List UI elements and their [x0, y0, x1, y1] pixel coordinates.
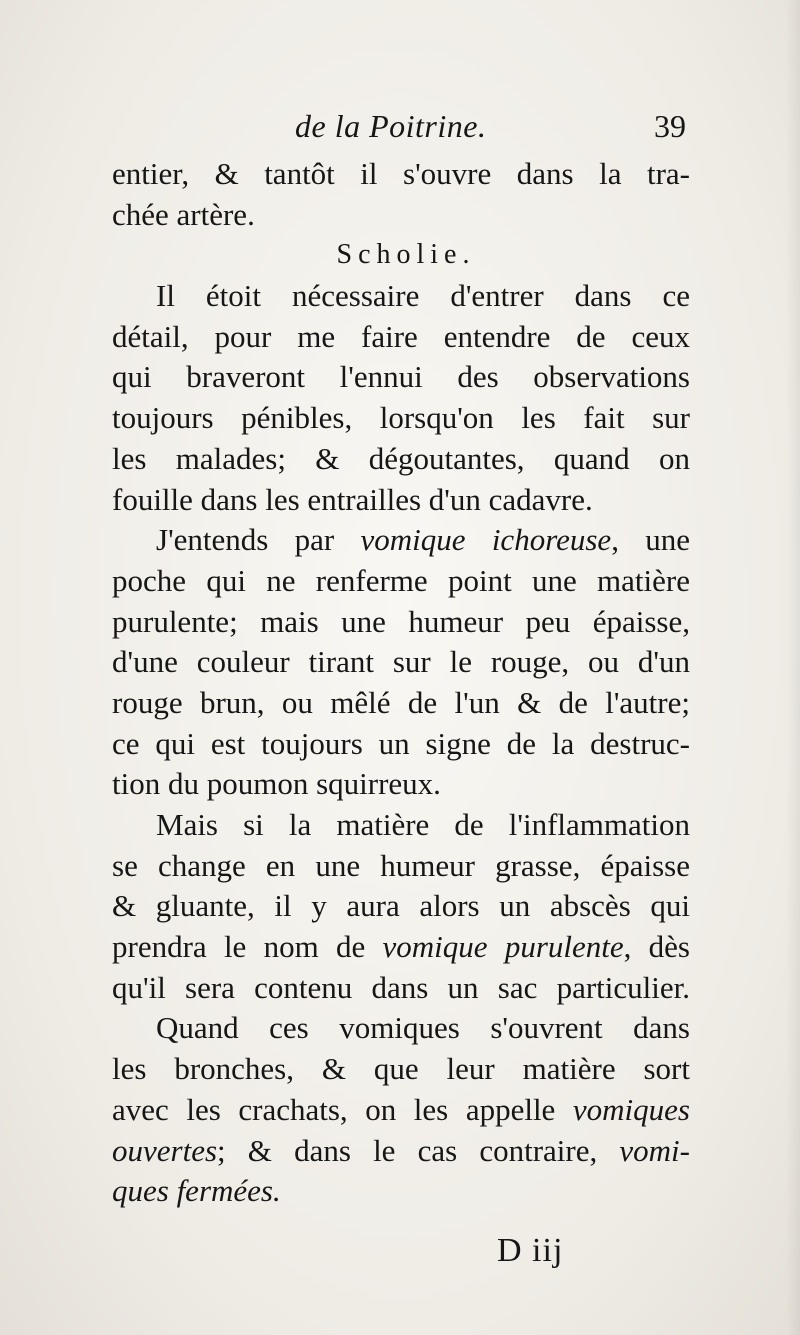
text-block: [112, 154, 690, 1212]
text-line: d'une couleur tirant sur le rouge, ou d'un: [112, 644, 690, 680]
page-edge-shadow: [786, 0, 800, 1335]
italic-term: ques fermées.: [112, 1173, 281, 1209]
text-line: se change en une humeur grasse, épaisse: [112, 847, 690, 883]
italic-term: vomi-: [619, 1132, 690, 1168]
text-line: qui braveront l'ennui des observations: [112, 359, 690, 395]
text-line: toujours pénibles, lorsqu'on les fait sur: [112, 400, 690, 436]
page-header: [110, 108, 690, 156]
text-line: poche qui ne renferme point une matière: [112, 562, 690, 598]
text-line: les malades; & dégoutantes, quand on: [112, 440, 690, 476]
text-line: chée artère.: [112, 196, 255, 232]
text-line: Mais si la matière de l'inflammation: [156, 807, 690, 842]
text-line: purulente; mais une humeur peu épaisse,: [112, 603, 690, 639]
text-run: J'entends par: [156, 522, 361, 558]
text-line: & gluante, il y aura alors un abscès qui: [112, 888, 690, 924]
text-line: les bronches, & que leur matière sort: [112, 1051, 690, 1087]
signature-mark: D iij: [497, 1232, 564, 1269]
text-line: fouille dans les entrailles d'un cadavre.: [112, 481, 593, 517]
running-head: de la Poitrine.: [295, 108, 487, 144]
text-line: Il étoit nécessaire d'entrer dans ce: [156, 278, 690, 314]
text-line: [112, 1090, 690, 1131]
italic-term: vomiques: [572, 1091, 690, 1127]
italic-term: vomique ichoreuse: [360, 522, 612, 558]
text-line: rouge brun, ou mêlé de l'un & de l'autre;: [112, 684, 690, 720]
text-run: avec les crachats, on les appelle: [112, 1091, 573, 1127]
text-line: [112, 1131, 690, 1172]
text-line: qu'il sera contenu dans un sac particulier.: [112, 969, 690, 1005]
text-line: [112, 927, 690, 968]
section-title: Scholie.: [336, 239, 476, 271]
text-line: détail, pour me faire entendre de ceux: [112, 318, 690, 354]
text-line: tion du poumon squirreux.: [112, 766, 441, 802]
text-line: Quand ces vomiques s'ouvrent dans: [156, 1010, 690, 1046]
text-run: prendra le nom de: [112, 929, 383, 965]
text-line: entier, & tantôt il s'ouvre dans la tra-: [112, 156, 690, 191]
text-line: ce qui est toujours un signe de la destruc-: [112, 725, 690, 761]
page-number: 39: [654, 108, 686, 144]
text-run: , dès: [623, 929, 690, 965]
text-run: ; & dans le cas contraire,: [217, 1132, 620, 1168]
italic-term: vomique purulente: [382, 929, 624, 965]
text-run: , une: [611, 522, 691, 558]
text-line: [112, 520, 690, 561]
text-line: [112, 1171, 690, 1212]
italic-term: ouvertes: [112, 1132, 218, 1168]
